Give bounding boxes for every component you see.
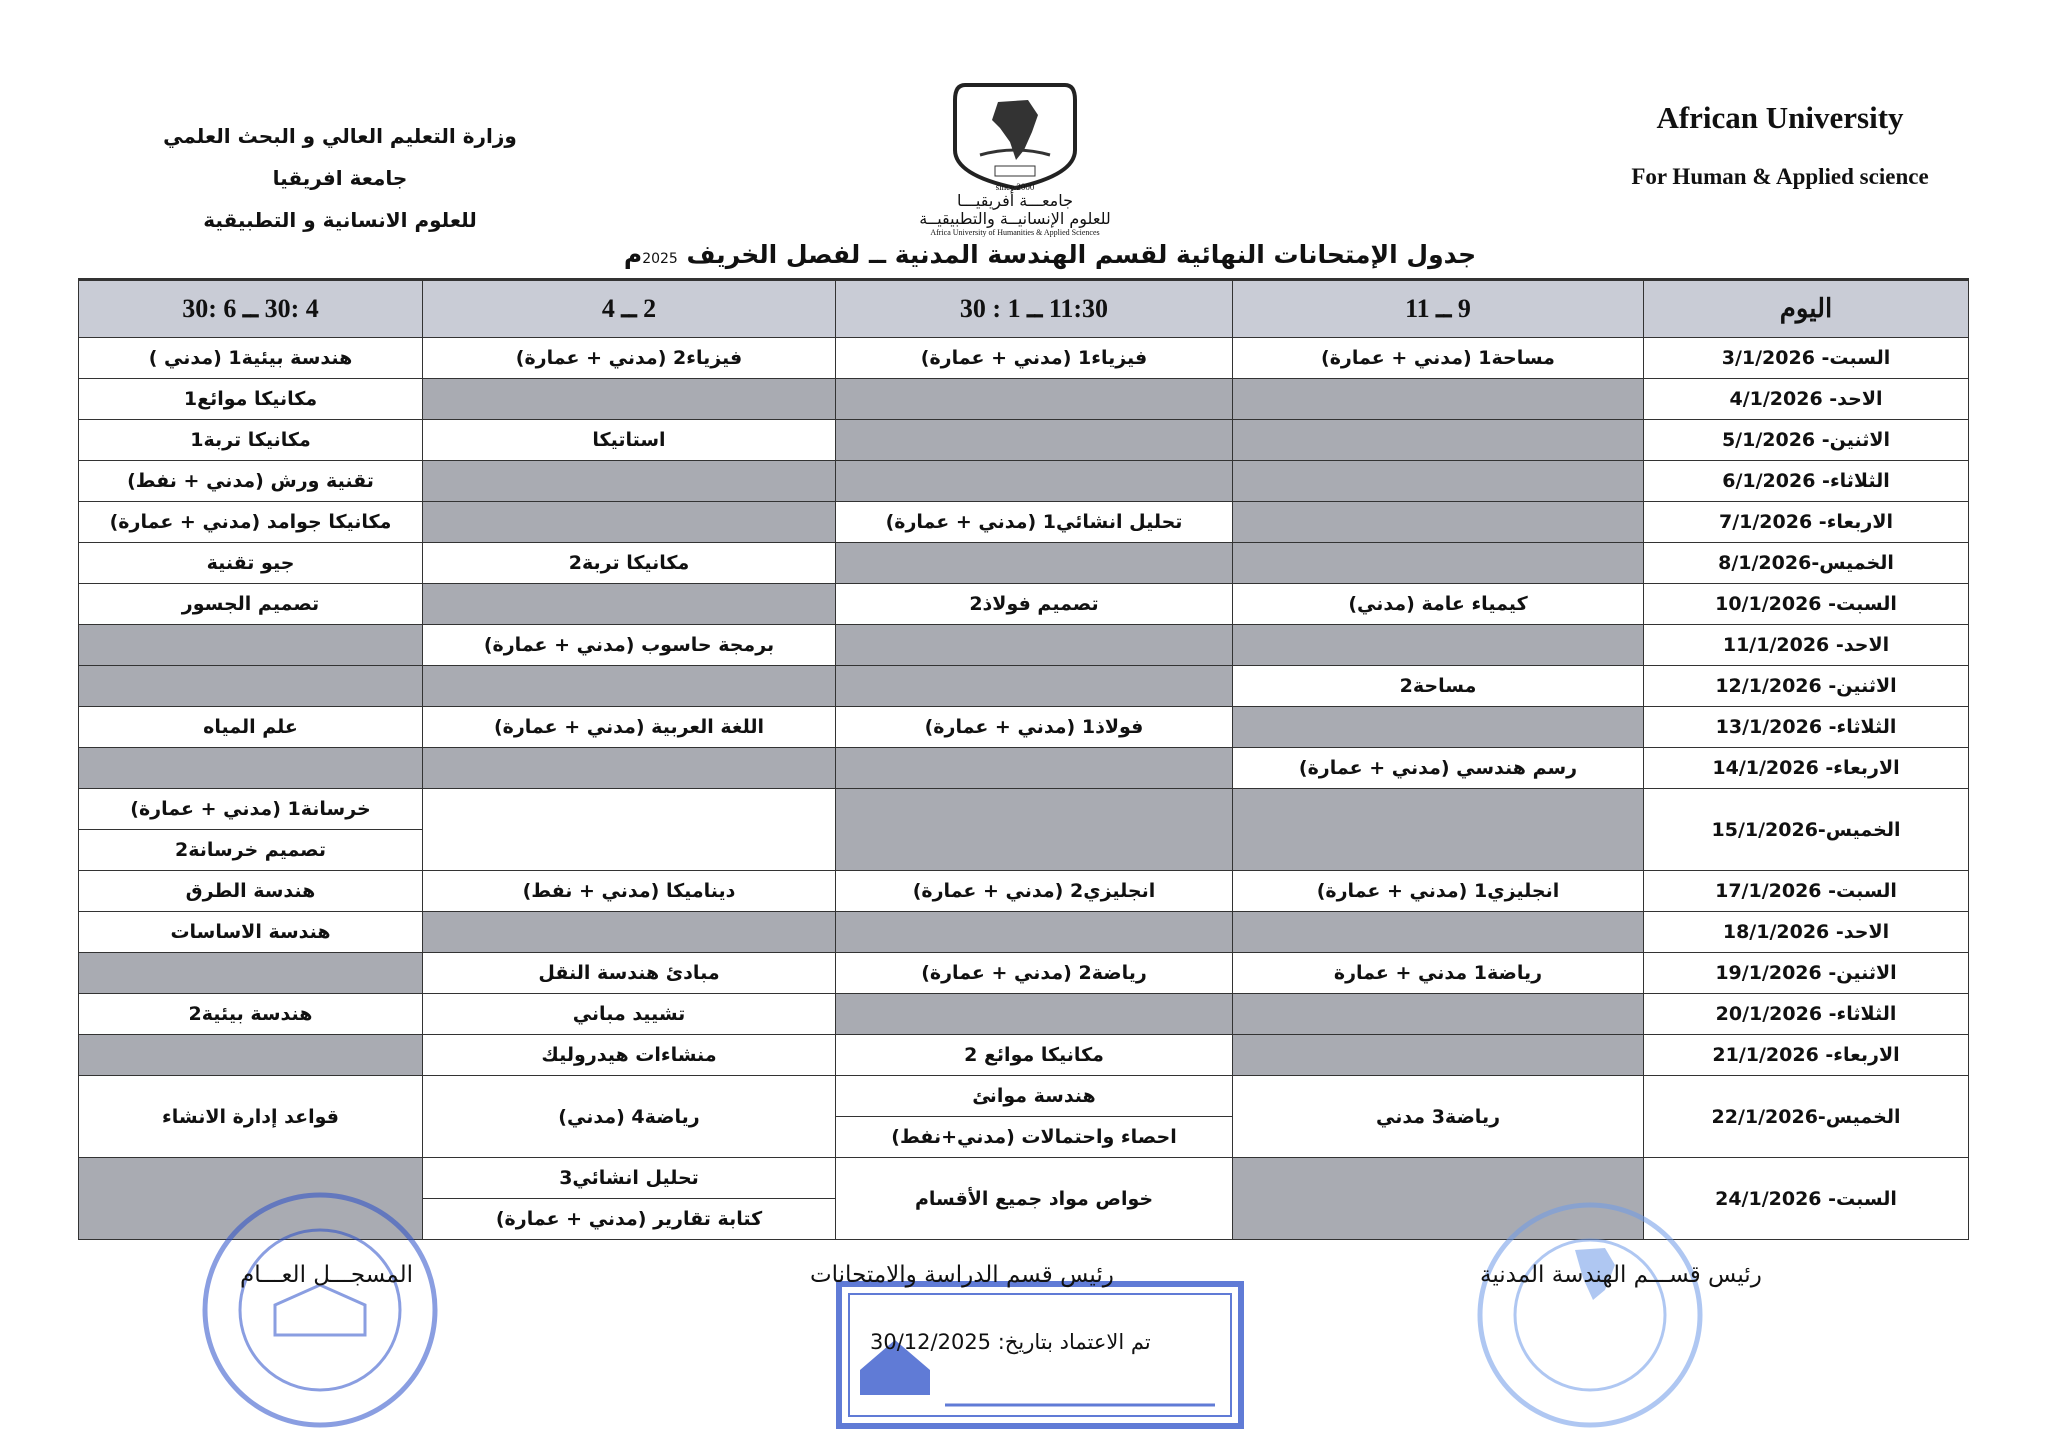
day-cell: الاثنين- 12/1/2026 bbox=[1644, 666, 1969, 707]
day-cell: الاربعاء- 21/1/2026 bbox=[1644, 1035, 1969, 1076]
english-header bbox=[1590, 100, 1970, 190]
empty-slot bbox=[1233, 789, 1644, 871]
table-row bbox=[79, 338, 1969, 379]
empty-slot bbox=[79, 1035, 423, 1076]
empty-slot bbox=[423, 502, 836, 543]
logo-arabic-2: للعلوم الإنسانيــة والتطبيقيــة bbox=[919, 209, 1111, 228]
empty-slot bbox=[423, 379, 836, 420]
day-cell: الثلاثاء- 13/1/2026 bbox=[1644, 707, 1969, 748]
empty-slot bbox=[79, 625, 423, 666]
empty-slot bbox=[836, 461, 1233, 502]
day-cell: الاربعاء- 7/1/2026 bbox=[1644, 502, 1969, 543]
ministry-header bbox=[150, 115, 530, 241]
day-cell: الاحد- 18/1/2026 bbox=[1644, 912, 1969, 953]
day-cell: الثلاثاء- 6/1/2026 bbox=[1644, 461, 1969, 502]
ministry-line: وزارة التعليم العالي و البحث العلمي bbox=[163, 124, 517, 148]
table-row bbox=[79, 994, 1969, 1035]
registrar-stamp bbox=[180, 1185, 460, 1435]
empty-slot bbox=[423, 748, 836, 789]
empty-slot bbox=[1233, 543, 1644, 584]
exam-cell: تصميم فولاذ2 bbox=[836, 584, 1233, 625]
table-row bbox=[79, 912, 1969, 953]
exam-cell: رياضة1 مدني + عمارة bbox=[1233, 953, 1644, 994]
table-row bbox=[79, 707, 1969, 748]
header-slot: 9 ــ 11 bbox=[1233, 280, 1644, 338]
table-row bbox=[79, 584, 1969, 625]
day-cell: الاربعاء- 14/1/2026 bbox=[1644, 748, 1969, 789]
header-day: اليوم bbox=[1644, 280, 1969, 338]
empty-slot bbox=[836, 625, 1233, 666]
exam-cell: مكانيكا جوامد (مدني + عمارة) bbox=[79, 502, 423, 543]
empty-slot bbox=[423, 666, 836, 707]
exam-cell: كيمياء عامة (مدني) bbox=[1233, 584, 1644, 625]
day-cell: الاثنين- 19/1/2026 bbox=[1644, 953, 1969, 994]
exam-cell: تصميم خرسانة2 bbox=[79, 830, 423, 871]
exam-cell: خواص مواد جميع الأقسام bbox=[836, 1158, 1233, 1240]
approval-date: تم الاعتماد بتاريخ: 30/12/2025 bbox=[870, 1330, 1151, 1354]
registrar-signature: المسجـــل العـــام bbox=[240, 1262, 413, 1288]
exam-cell: مساحة2 bbox=[1233, 666, 1644, 707]
studies-exams-stamp bbox=[835, 1280, 1245, 1430]
exam-cell: ديناميكا (مدني + نفط) bbox=[423, 871, 836, 912]
exam-cell: قواعد إدارة الانشاء bbox=[79, 1076, 423, 1158]
exam-cell: جيو تقنية bbox=[79, 543, 423, 584]
table-header-row bbox=[79, 280, 1969, 338]
day-cell: الخميس-15/1/2026 bbox=[1644, 789, 1969, 871]
exam-cell: انجليزي2 (مدني + عمارة) bbox=[836, 871, 1233, 912]
table-row bbox=[79, 871, 1969, 912]
exam-cell: رياضة2 (مدني + عمارة) bbox=[836, 953, 1233, 994]
table-row bbox=[79, 379, 1969, 420]
table-row bbox=[79, 953, 1969, 994]
exam-cell: مكانيكا تربة1 bbox=[79, 420, 423, 461]
empty-slot bbox=[1233, 994, 1644, 1035]
empty-slot bbox=[836, 420, 1233, 461]
day-cell: الاثنين- 5/1/2026 bbox=[1644, 420, 1969, 461]
empty-slot bbox=[836, 379, 1233, 420]
exam-cell: مكانيكا موائع 2 bbox=[836, 1035, 1233, 1076]
title-suffix: م bbox=[623, 240, 643, 269]
exam-cell: منشاءات هيدروليك bbox=[423, 1035, 836, 1076]
exam-cell: احصاء واحتمالات (مدني+نفط) bbox=[836, 1117, 1233, 1158]
day-cell: الخميس-22/1/2026 bbox=[1644, 1076, 1969, 1158]
table-row bbox=[79, 502, 1969, 543]
exam-cell: رياضة3 مدني bbox=[1233, 1076, 1644, 1158]
table-row bbox=[79, 666, 1969, 707]
head-of-studies-signature: رئيس قسم الدراسة والامتحانات bbox=[810, 1262, 1114, 1288]
exam-cell: كتابة تقارير (مدني + عمارة) bbox=[423, 1199, 836, 1240]
university-line: جامعة افريقيا bbox=[272, 166, 408, 190]
empty-slot bbox=[1233, 420, 1644, 461]
table-row bbox=[79, 1035, 1969, 1076]
logo-english: Africa University of Humanities & Applied Sciences bbox=[930, 228, 1100, 237]
department-head-stamp bbox=[1455, 1190, 1725, 1435]
table-row bbox=[79, 625, 1969, 666]
exam-cell: رسم هندسي (مدني + عمارة) bbox=[1233, 748, 1644, 789]
empty-slot bbox=[1233, 502, 1644, 543]
exam-schedule-table bbox=[78, 278, 1969, 1240]
day-cell: السبت- 3/1/2026 bbox=[1644, 338, 1969, 379]
day-cell: الاحد- 11/1/2026 bbox=[1644, 625, 1969, 666]
university-logo bbox=[835, 80, 1195, 237]
table-row bbox=[79, 461, 1969, 502]
empty-slot bbox=[1233, 379, 1644, 420]
day-cell: السبت- 17/1/2026 bbox=[1644, 871, 1969, 912]
exam-cell: انجليزي1 (مدني + عمارة) bbox=[1233, 871, 1644, 912]
empty-slot bbox=[836, 543, 1233, 584]
exam-cell: مكانيكا تربة2 bbox=[423, 543, 836, 584]
day-cell: السبت- 10/1/2026 bbox=[1644, 584, 1969, 625]
exam-cell: فيزياء1 (مدني + عمارة) bbox=[836, 338, 1233, 379]
exam-cell: فولاذ1 (مدني + عمارة) bbox=[836, 707, 1233, 748]
empty-slot bbox=[423, 584, 836, 625]
exam-cell: مساحة1 (مدني + عمارة) bbox=[1233, 338, 1644, 379]
day-cell: الاحد- 4/1/2026 bbox=[1644, 379, 1969, 420]
table-row bbox=[79, 748, 1969, 789]
table-row bbox=[79, 420, 1969, 461]
english-university-name: African University bbox=[1656, 100, 1904, 135]
empty-slot bbox=[836, 666, 1233, 707]
table-row bbox=[79, 543, 1969, 584]
empty-slot bbox=[836, 789, 1233, 871]
empty-slot bbox=[1233, 1035, 1644, 1076]
exam-cell: اللغة العربية (مدني + عمارة) bbox=[423, 707, 836, 748]
exam-cell: هندسة موانئ bbox=[836, 1076, 1233, 1117]
logo-since: since 2000 bbox=[995, 182, 1035, 192]
empty-slot bbox=[79, 748, 423, 789]
exam-cell: تشييد مباني bbox=[423, 994, 836, 1035]
title-text: جدول الإمتحانات النهائية لقسم الهندسة المدنية ــ لفصل الخريف bbox=[677, 240, 1477, 269]
exam-cell: هندسة بيئية1 (مدني ) bbox=[79, 338, 423, 379]
exam-cell: هندسة الطرق bbox=[79, 871, 423, 912]
empty-slot bbox=[423, 912, 836, 953]
faculty-line: للعلوم الانسانية و التطبيقية bbox=[203, 208, 477, 232]
header-slot: 2 ــ 4 bbox=[423, 280, 836, 338]
empty-slot bbox=[836, 994, 1233, 1035]
africa-shield-icon bbox=[940, 80, 1090, 192]
exam-cell: هندسة الاساسات bbox=[79, 912, 423, 953]
exam-cell: برمجة حاسوب (مدني + عمارة) bbox=[423, 625, 836, 666]
table-row bbox=[79, 1076, 1969, 1117]
empty-slot bbox=[1233, 707, 1644, 748]
exam-cell: تحليل انشائي3 bbox=[423, 1158, 836, 1199]
exam-cell: خرسانة1 (مدني + عمارة) bbox=[79, 789, 423, 830]
day-cell: السبت- 24/1/2026 bbox=[1644, 1158, 1969, 1240]
empty-slot bbox=[1233, 625, 1644, 666]
exam-cell: علم المياه bbox=[79, 707, 423, 748]
exam-cell: تصميم الجسور bbox=[79, 584, 423, 625]
empty-slot bbox=[1233, 461, 1644, 502]
title-year: 2025 bbox=[642, 251, 678, 267]
exam-cell: مبادئ هندسة النقل bbox=[423, 953, 836, 994]
empty-slot bbox=[79, 666, 423, 707]
empty-slot bbox=[836, 748, 1233, 789]
head-of-department-signature: رئيس قســـم الهندسة المدنية bbox=[1480, 1262, 1762, 1288]
day-cell: الثلاثاء- 20/1/2026 bbox=[1644, 994, 1969, 1035]
header-slot: 11:30 ــ 1 : 30 bbox=[836, 280, 1233, 338]
day-cell: الخميس-8/1/2026 bbox=[1644, 543, 1969, 584]
english-subtitle: For Human & Applied science bbox=[1631, 164, 1929, 189]
exam-cell: استاتيكا bbox=[423, 420, 836, 461]
empty-slot bbox=[423, 461, 836, 502]
header-slot: 4 :30 ــ 6 :30 bbox=[79, 280, 423, 338]
empty-slot bbox=[1233, 912, 1644, 953]
empty-slot bbox=[423, 789, 836, 871]
empty-slot bbox=[79, 953, 423, 994]
exam-cell: هندسة بيئية2 bbox=[79, 994, 423, 1035]
empty-slot bbox=[836, 912, 1233, 953]
logo-arabic-1: جامعـــة أفريقيـــا bbox=[956, 191, 1073, 210]
document-title bbox=[500, 240, 1600, 269]
exam-cell: رياضة4 (مدني) bbox=[423, 1076, 836, 1158]
exam-cell: تقنية ورش (مدني + نفط) bbox=[79, 461, 423, 502]
exam-cell: تحليل انشائي1 (مدني + عمارة) bbox=[836, 502, 1233, 543]
exam-cell: فيزياء2 (مدني + عمارة) bbox=[423, 338, 836, 379]
table-row bbox=[79, 789, 1969, 830]
exam-cell: مكانيكا موائع1 bbox=[79, 379, 423, 420]
